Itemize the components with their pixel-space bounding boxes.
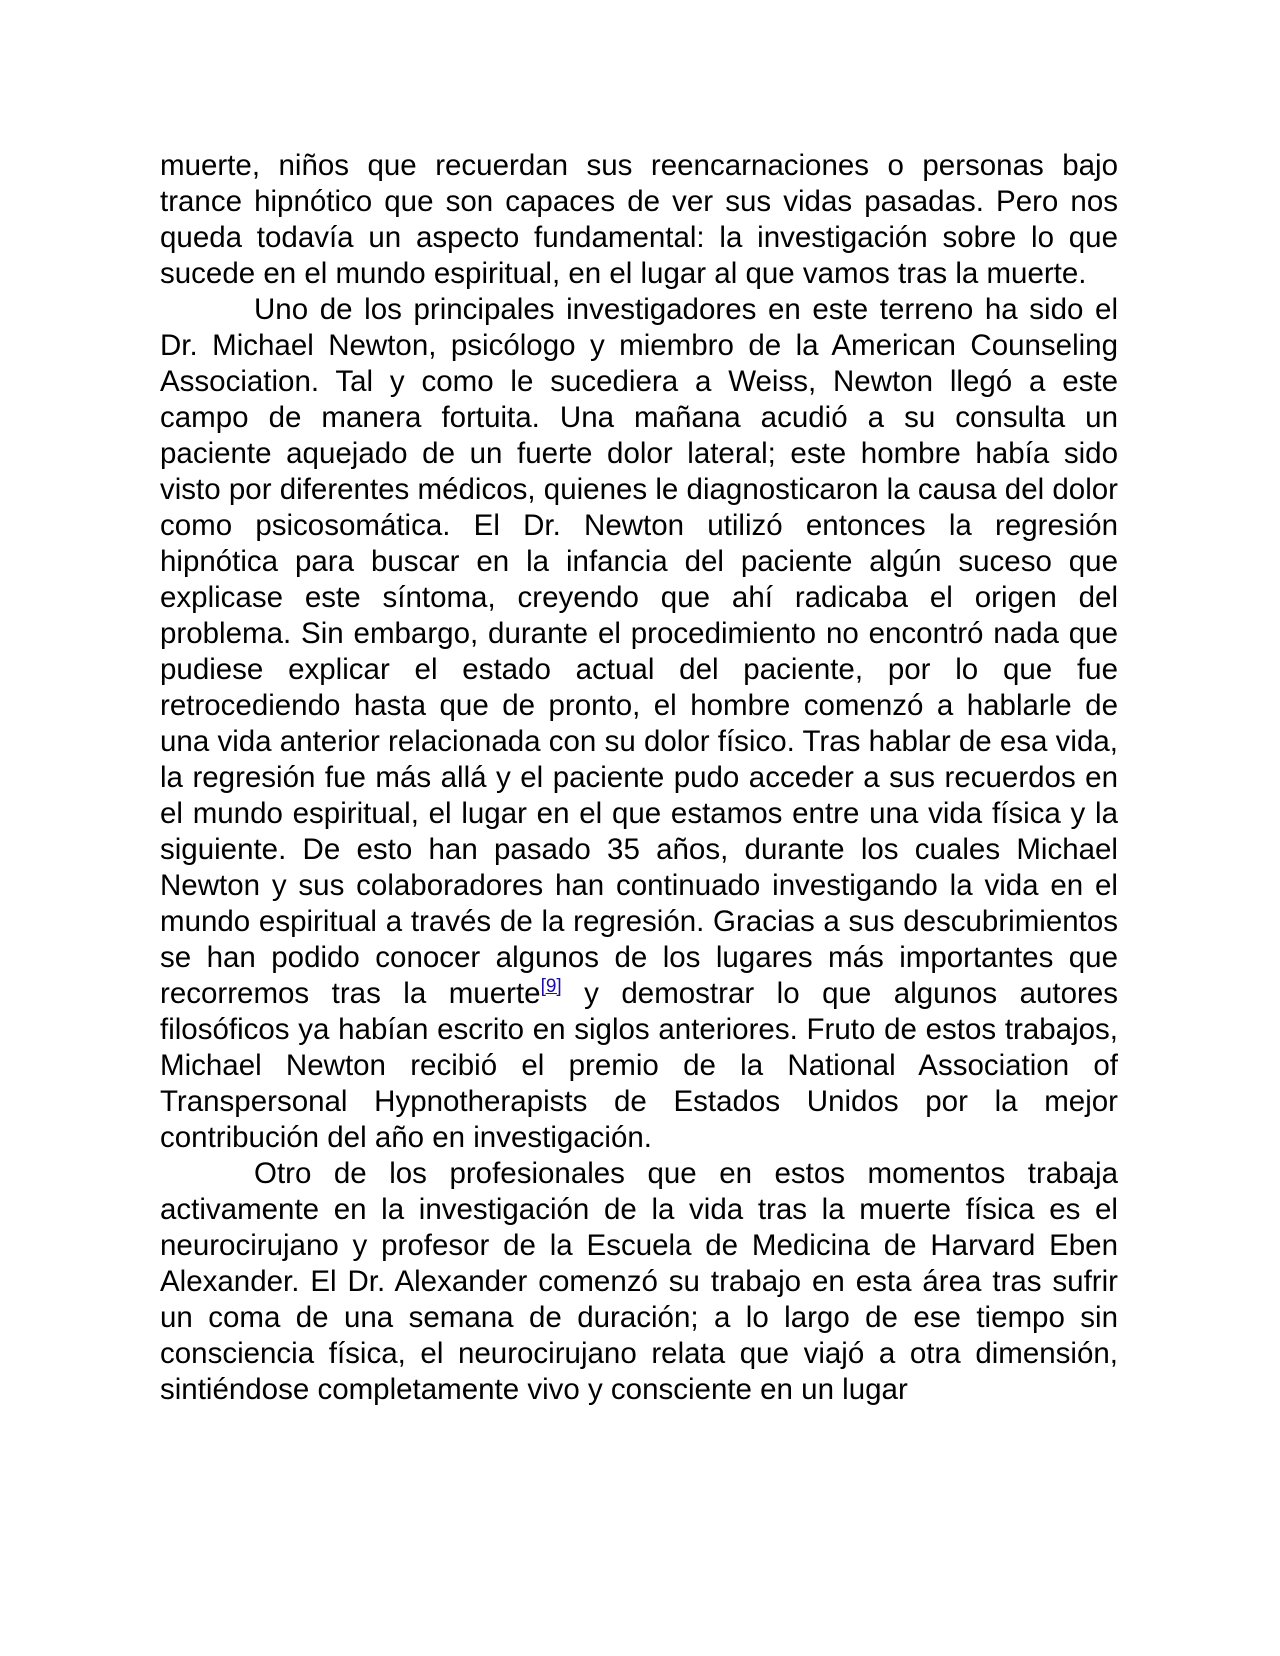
- document-page: [160, 148, 1118, 1408]
- paragraph-newton: [160, 292, 1118, 1156]
- paragraph-newton-text: Uno de los principales investigadores en este terreno ha sido el Dr. Michael Newton, psicólogo y miembro de la American Counseling Association. Tal y como le sucediera a Weiss, Newton llegó a este campo de manera fortuita. Una mañana acudió a su consulta un paciente aquejado de un fuerte dolor lateral; este hombre había sido visto por diferentes médicos, quienes le diagnosticaron la causa del dolor como psicosomática. El Dr. Newton utilizó entonces la regresión hipnótica para buscar en la infancia del paciente algún suceso que explicase este síntoma, creyendo que ahí radicaba el origen del problema. Sin embargo, durante el procedimiento no encontró nada que pudiese explicar el estado actual del paciente, por lo que fue retrocediendo hasta que de pronto, el hombre comenzó a hablarle de una vida anterior relacionada con su dolor físico. Tras hablar de esa vida, la regresión fue más allá y el paciente pudo acceder a sus recuerdos en el mundo espiritual, el lugar en el que estamos entre una vida física y la siguiente. De esto han pasado 35 años, durante los cuales Michael Newton y sus colaboradores han continuado investigando la vida en el mundo espiritual a través de la regresión. Gracias a sus descubrimientos se han podido conocer algunos de los lugares más importantes que recorremos tras la muerte: [160, 293, 1118, 1010]
- paragraph-newton-text-continued: y demostrar lo que algunos autores filosóficos ya habían escrito en siglos anteriores. Fruto de estos trabajos, Michael Newton recibió el premio de la National Association of Transpersonal Hypnotherapists de Estados Unidos por la mejor contribución del año en investigación.: [160, 977, 1118, 1154]
- footnote-link[interactable]: [9]: [540, 976, 562, 998]
- paragraph-alexander: Otro de los profesionales que en estos momentos trabaja activamente en la investigación de la vida tras la muerte física es el neurocirujano y profesor de la Escuela de Medicina de Harvard Eben Alexander. El Dr. Alexander comenzó su trabajo en esta área tras sufrir un coma de una semana de duración; a lo largo de ese tiempo sin consciencia física, el neurocirujano relata que viajó a otra dimensión, sintiéndose completamente vivo y consciente en un lugar: [160, 1157, 1118, 1406]
- paragraph-continuation: muerte, niños que recuerdan sus reencarnaciones o personas bajo trance hipnótico que son capaces de ver sus vidas pasadas. Pero nos queda todavía un aspecto fundamental: la investigación sobre lo que sucede en el mundo espiritual, en el lugar al que vamos tras la muerte.: [160, 149, 1118, 290]
